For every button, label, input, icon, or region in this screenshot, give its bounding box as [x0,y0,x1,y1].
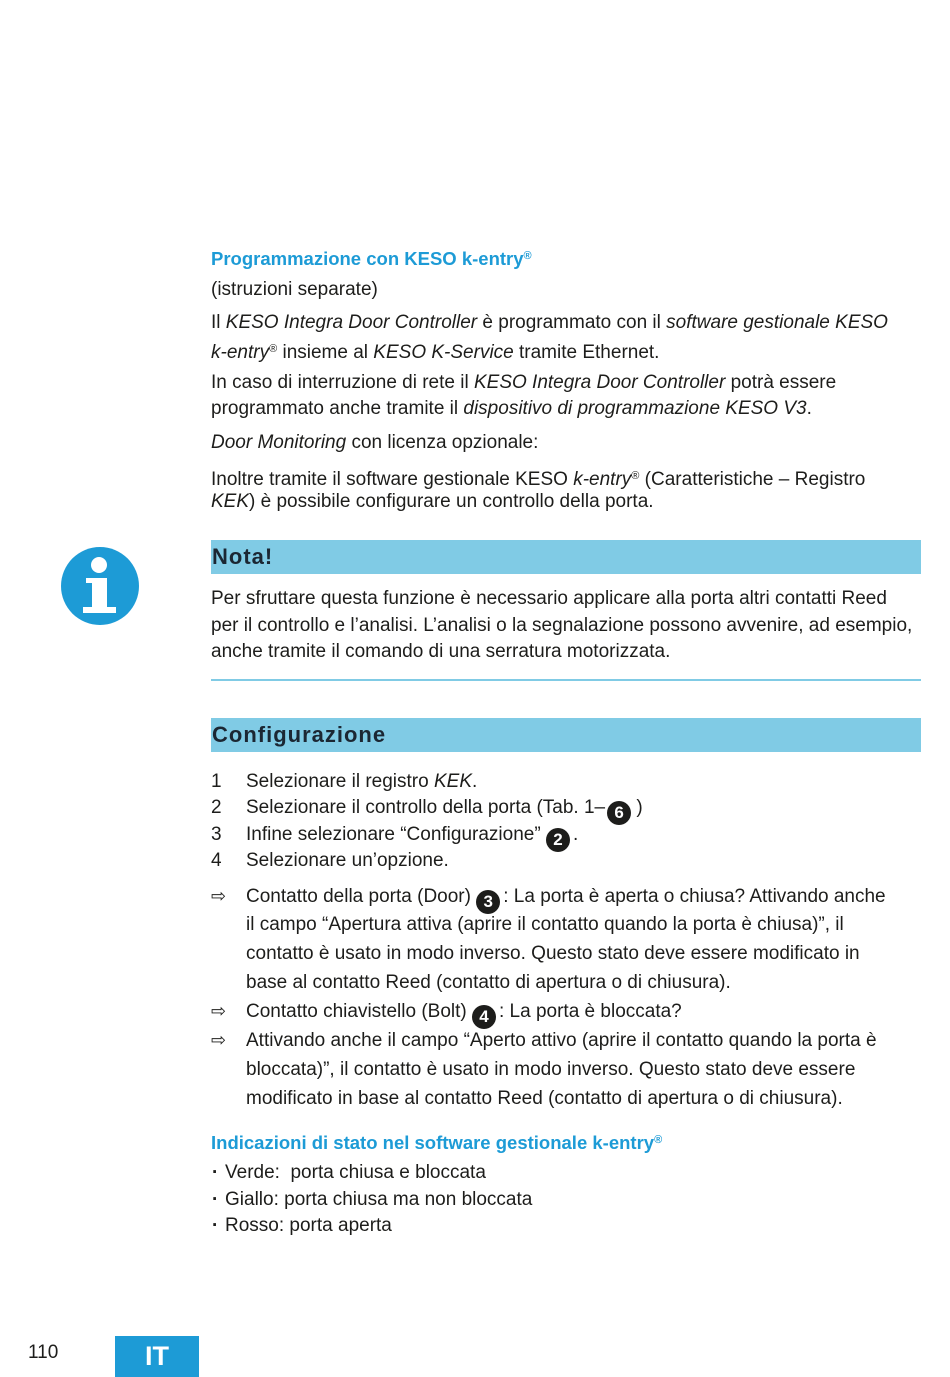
bullet-icon: · [212,1188,219,1210]
callout-badge: 3 [476,890,500,914]
product-name: dispositivo di programmazione KESO V3 [463,398,807,419]
note-text [211,586,912,666]
result-line [211,883,921,912]
status-heading-line [211,1127,662,1153]
language-tab: IT [115,1336,199,1377]
product-name: KESO Integra Door Controller [473,372,726,393]
text-segment: Selezionare un’opzione. [246,849,449,871]
registered-mark: ® [523,250,532,262]
programming-subtitle [211,277,378,303]
info-icon [61,547,139,625]
paragraph-door-monitoring [211,430,538,456]
bullet-icon: · [212,1215,219,1236]
paragraph-configuration [211,463,865,515]
configuration-steps [211,769,921,874]
result-line: modificato in base al contatto Reed (contatto di apertura o di chiusura). [246,1087,843,1109]
result-line: bloccata)”, il contatto è usato in modo inverso. Questo stato deve essere [246,1058,856,1080]
programming-heading [211,243,532,269]
callout-badge: 6 [607,801,631,825]
paragraph-software [211,310,888,362]
product-name: k-entry [211,342,270,363]
programming-heading-line [211,243,532,269]
status-item-yellow [211,1187,532,1214]
note-line: anche tramite il comando di una serratura motorizzata. [211,641,671,662]
product-name: KESO Integra Door Controller [225,312,478,333]
text-segment: Inoltre tramite il software gestionale KESO [211,469,574,490]
result-line: contatto è usato in modo inverso. Questo stato deve essere modificato in [246,943,860,965]
paragraph-line [211,370,836,396]
status-item-red [211,1213,532,1240]
text-segment: potrà essere [725,372,837,393]
configuration-title: Configurazione [212,722,387,747]
result-line: base al contatto Reed (contatto di apertura o di chiusura). [246,972,731,994]
arrow-icon: ⇨ [211,1029,227,1051]
registered-mark: ® [631,470,640,482]
text-segment: . [572,823,579,845]
text-segment: . [806,398,812,419]
register-name: KEK [211,491,250,512]
step-item [211,822,921,848]
paragraph-line [211,396,836,422]
product-name: software gestionale KESO [666,312,888,333]
note-header-bar [211,540,921,574]
note-title: Nota! [212,544,274,569]
text-segment: (Caratteristiche – Registro [639,469,866,490]
registered-mark: ® [269,343,278,355]
configuration-header-bar [211,718,921,752]
subtitle-line: (istruzioni separate) [211,279,378,300]
status-heading [211,1127,662,1153]
programming-heading-text: Programmazione con KESO k-entry [211,248,524,269]
text-segment: Infine selezionare “Configurazione” [246,823,546,845]
paragraph-line [211,430,538,456]
text-segment: Contatto chiavistello (Bolt) [246,1001,472,1023]
status-item-green [211,1160,532,1187]
register-name: KEK [433,771,473,792]
step-number: 3 [211,823,222,845]
text-segment: ) è possibile configurare un controllo della porta. [249,491,654,512]
step-item [211,769,921,795]
paragraph-network [211,370,836,422]
bullet-icon: · [212,1162,219,1183]
status-text: Rosso: porta aperta [225,1215,392,1236]
step-item [211,848,921,874]
text-segment: tramite Ethernet. [513,342,660,363]
paragraph-line [211,310,888,336]
text-segment: Contatto della porta (Door) [246,885,477,907]
callout-badge: 4 [472,1005,496,1029]
result-line: il campo “Apertura attiva (aprire il contatto quando la porta è chiusa)”, il [246,914,844,936]
result-line [211,1027,921,1056]
text-segment: insieme al [277,342,374,363]
paragraph-line [211,463,865,489]
feature-name: Door Monitoring [211,432,347,453]
step-item [211,795,921,821]
paragraph-line [211,336,888,362]
status-text: Giallo: porta chiusa ma non bloccata [225,1188,533,1210]
text-segment: con licenza opzionale: [346,432,539,453]
page-number: 110 [28,1342,59,1363]
registered-mark: ® [654,1134,663,1146]
text-segment: Attivando anche il campo “Aperto attivo (aprire il contatto quando la porta è [246,1029,877,1051]
arrow-icon: ⇨ [211,1001,227,1023]
step-number: 4 [211,849,222,871]
note-line: Per sfruttare questa funzione è necessario applicare alla porta altri contatti Reed [211,588,887,609]
configuration-results [211,883,921,1114]
text-segment: programmato anche tramite il [211,398,464,419]
text-segment: ) [631,797,643,819]
arrow-icon: ⇨ [211,885,227,907]
text-segment: In caso di interruzione di rete il [211,372,474,393]
text-segment: Selezionare il registro [246,771,434,792]
text-segment: è programmato con il [477,312,667,333]
status-list [211,1160,532,1240]
step-number: 1 [211,771,222,792]
step-number: 2 [211,797,222,819]
text-segment: : La porta è aperta o chiusa? Attivando anche [503,885,886,907]
text-segment: . [472,771,478,792]
status-heading-text: Indicazioni di stato nel software gestionale k-entry [211,1132,655,1153]
product-name: k-entry [573,469,632,490]
note-line: per il controllo e l’analisi. L’analisi o la segnalazione possono avvenire, ad esempio, [211,614,913,636]
callout-badge: 2 [546,828,570,852]
product-name: KESO K-Service [373,342,514,363]
paragraph-line [211,489,865,515]
status-text: Verde: porta chiusa e bloccata [225,1162,486,1183]
text-segment: Il [211,312,226,333]
text-segment: : La porta è bloccata? [499,1001,682,1023]
text-segment: Selezionare il controllo della porta (Tab. 1– [246,797,606,819]
result-line [211,998,921,1027]
section-divider [211,679,921,681]
